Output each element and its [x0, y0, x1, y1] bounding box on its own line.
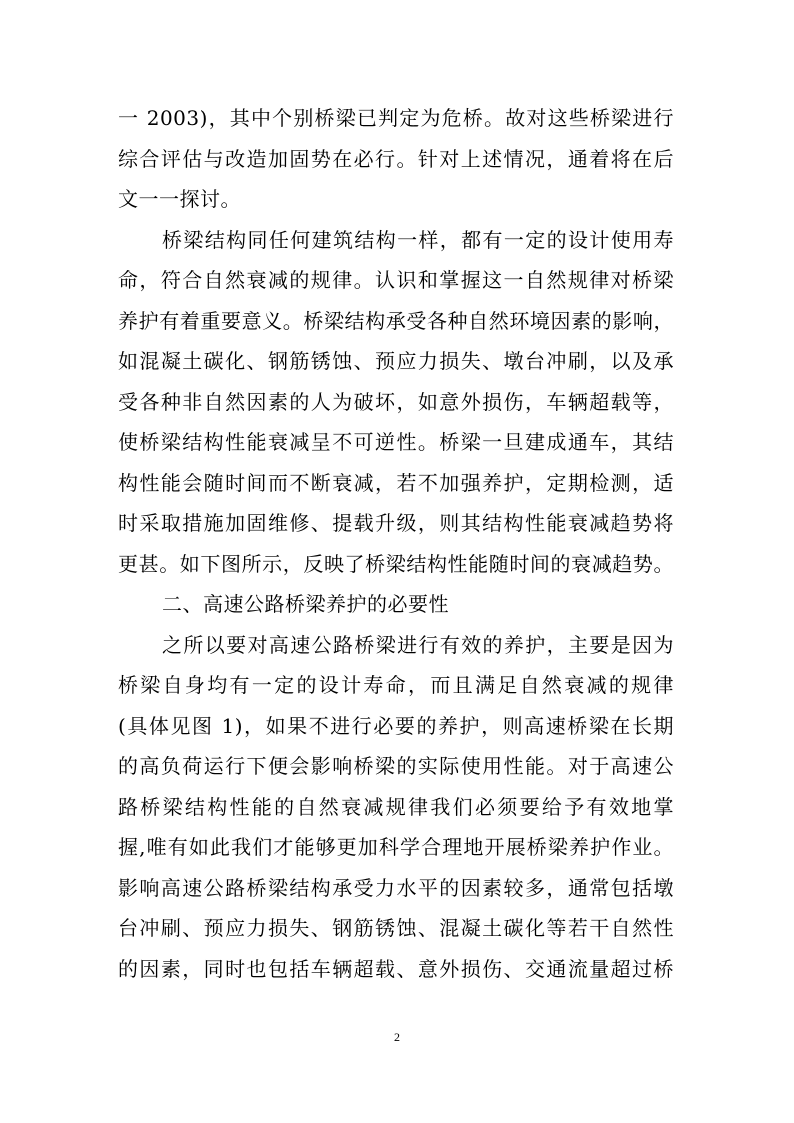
text-line: 之所以要对高速公路桥梁进行有效的养护，主要是因为: [162, 632, 674, 657]
text-line: 综合评估与改造加固势在必行。针对上述情况，通着将在后: [118, 146, 674, 171]
section-heading: [118, 584, 674, 625]
text-line: 命，符合自然衰减的规律。认识和掌握这一自然规律对桥梁: [118, 268, 674, 292]
text-line: 台冲刷、预应力损失、钢筋锈蚀、混凝土碳化等若干自然性: [118, 916, 674, 940]
text-line: 构性能会随时间而不断衰减，若不加强养护，定期检测，适: [118, 470, 674, 495]
text-line: 的因素，同时也包括车辆超载、意外损伤、交通流量超过桥: [118, 956, 674, 981]
text-line: 养护有着重要意义。桥梁结构承受各种自然环境因素的影响，: [118, 308, 674, 333]
text-line: 文一一探讨。: [118, 187, 241, 211]
text-line: 受各种非自然因素的人为破坏，如意外损伤，车辆超载等，: [118, 389, 674, 414]
paragraph-3: [118, 625, 674, 990]
paragraph-2: [118, 220, 674, 585]
section-heading-text: 二、高速公路桥梁养护的必要性: [162, 592, 449, 616]
text-line: 更甚。如下图所示，反映了桥梁结构性能随时间的衰减趋势。: [118, 551, 674, 576]
text-line: 路桥梁结构性能的自然衰减规律我们必须要给予有效地掌: [118, 794, 674, 819]
text-line: 握,唯有如此我们才能够更加科学合理地开展桥梁养护作业。: [118, 835, 674, 859]
text-line: 如混凝土碳化、钢筋锈蚀、预应力损失、墩台冲刷，以及承: [118, 349, 674, 373]
text-line: 使桥梁结构性能衰减呈不可逆性。桥梁一旦建成通车，其结: [118, 430, 674, 454]
text-line: 桥梁结构同任何建筑结构一样，都有一定的设计使用寿: [162, 227, 674, 252]
text-line: (具体见图 1)，如果不进行必要的养护，则高速桥梁在长期: [118, 713, 674, 738]
document-body: [118, 98, 674, 989]
text-line: 时采取措施加固维修、提载升级，则其结构性能衰减趋势将: [118, 511, 674, 535]
page-number: 2: [394, 1030, 400, 1044]
paragraph-1: [118, 98, 674, 220]
text-line: 影响高速公路桥梁结构承受力水平的因素较多，通常包括墩: [118, 875, 674, 900]
text-line: 一 2003)，其中个别桥梁已判定为危桥。故对这些桥梁进行: [118, 106, 674, 130]
text-line: 的高负荷运行下便会影响桥梁的实际使用性能。对于高速公: [118, 754, 674, 778]
text-line: 桥梁自身均有一定的设计寿命，而且满足自然衰减的规律: [118, 673, 674, 697]
